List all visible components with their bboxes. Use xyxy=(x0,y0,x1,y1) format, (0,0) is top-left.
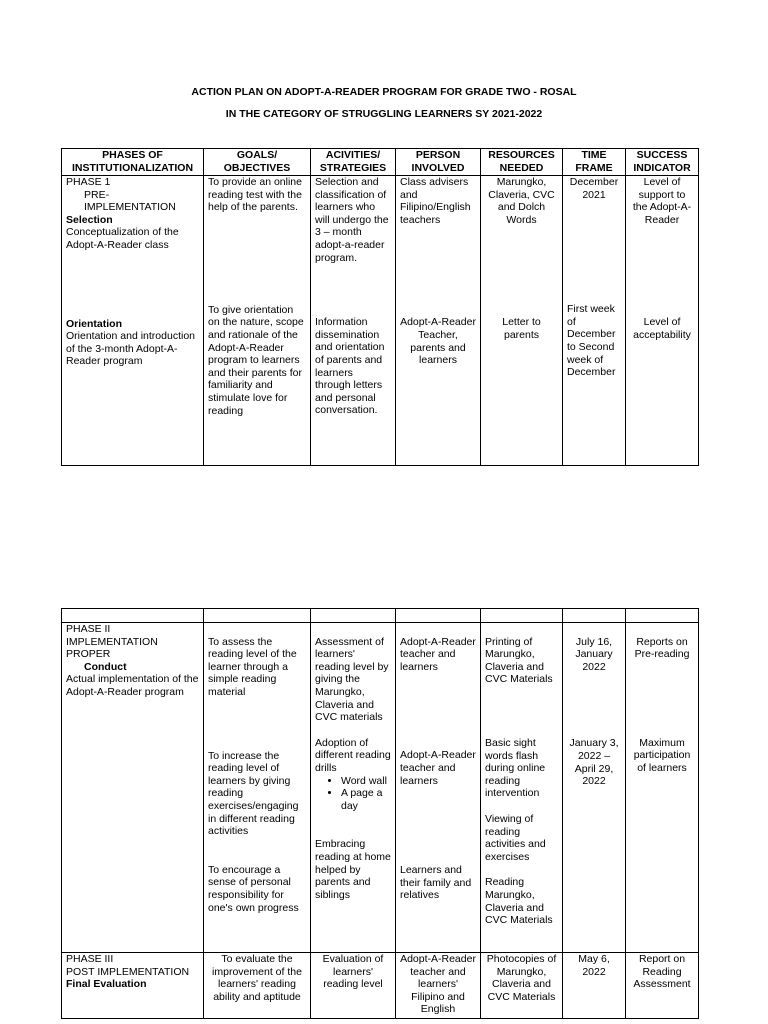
selection-title: Selection xyxy=(66,213,113,226)
orientation-title: Orientation xyxy=(66,317,123,330)
header-row xyxy=(62,149,699,176)
header-time: TIME FRAME xyxy=(563,149,626,176)
goal-1: To assess the reading level of the learner through a simple reading material xyxy=(208,635,297,698)
phase2-activities-cell xyxy=(311,623,396,953)
drill-list xyxy=(315,775,391,813)
header-phases: PHASES OF INSTITUTIONALIZATION xyxy=(62,149,204,176)
orientation-time: First week of December to Second week of December xyxy=(567,303,616,379)
phase3-label: PHASE III xyxy=(66,953,114,965)
person-2: Adopt-A-Reader teacher and learners xyxy=(400,749,476,787)
selection-goal: To provide an online reading test with the help of the parents. xyxy=(208,176,302,214)
phase1-success-cell xyxy=(626,176,699,466)
orientation-goal: To give orientation on the nature, scope and rationale of the Adopt-A-Reader program to learners and their parents for familiarity and stimulate love for reading xyxy=(208,303,304,417)
document-subtitle: IN THE CATEGORY OF STRUGGLING LEARNERS SY 2021-2022 xyxy=(225,108,543,120)
phase3-subtitle: Final Evaluation xyxy=(66,978,147,991)
table-row xyxy=(62,176,699,466)
phase2-desc: Actual implementation of the Adopt-A-Reader program xyxy=(66,673,199,698)
phase1-activities-cell xyxy=(311,176,396,466)
orientation-activity: Information dissemination and orientation of parents and learners through letters and personal conversation. xyxy=(315,316,385,417)
phase1-resources-cell xyxy=(481,176,563,466)
phase3-name: POST IMPLEMENTATION xyxy=(66,965,190,978)
phase2-cell xyxy=(62,623,204,953)
selection-desc: Conceptualization of the Adopt-A-Reader class xyxy=(66,226,179,251)
phase1-name: PRE-IMPLEMENTATION xyxy=(84,188,176,214)
success-1: Reports on Pre-reading xyxy=(634,635,690,661)
success-2: Maximum participation of learners xyxy=(633,736,691,774)
person-1: Adopt-A-Reader teacher and learners xyxy=(400,635,476,673)
selection-time: December 2021 xyxy=(569,176,619,201)
phase2-time-cell xyxy=(563,623,626,953)
phase1-goals-cell xyxy=(204,176,311,466)
action-plan-table-part1 xyxy=(61,148,699,466)
phase2-person-cell xyxy=(396,623,481,953)
activity-1: Assessment of learners' reading level by giving the Marungko, Claveria and CVC materials xyxy=(315,635,389,724)
phase3-cell xyxy=(62,953,204,1019)
phase1-person-cell xyxy=(396,176,481,466)
activity-2: Adoption of different reading drills xyxy=(315,736,391,774)
phase3-resources: Photocopies of Marungko, Claveria and CVC Materials xyxy=(481,953,563,1019)
drill-item-word-wall: • Word wall xyxy=(341,775,391,788)
drill-item-page-a-day: • A page a day xyxy=(341,787,391,812)
phase3-person: Adopt-A-Reader teacher and learners' Filipino and English xyxy=(396,953,481,1019)
header-goals: GOALS/ OBJECTIVES xyxy=(204,149,311,176)
table-row xyxy=(62,623,699,953)
phase2-success-cell xyxy=(626,623,699,953)
goal-3: To encourage a sense of personal responsibility for one's own progress xyxy=(208,863,299,914)
selection-resources: Marungko, Claveria, CVC and Dolch Words xyxy=(488,176,555,226)
time-1: July 16, January 2022 xyxy=(575,635,613,673)
phase2-subtitle: Conduct xyxy=(84,660,127,673)
header-person: PERSON INVOLVED xyxy=(396,149,481,176)
phase1-label: PHASE 1 xyxy=(66,176,111,188)
resources-2a: Basic sight words flash during online reading intervention xyxy=(485,736,546,800)
orientation-resources: Letter to parents xyxy=(502,316,541,341)
resources-3: Reading Marungko, Claveria and CVC Materials xyxy=(485,876,553,927)
person-3: Learners and their family and relatives xyxy=(400,864,472,902)
activity-3: Embracing reading at home helped by parents and siblings xyxy=(315,838,391,901)
phase2-name: IMPLEMENTATION PROPER xyxy=(66,635,158,661)
header-activities: ACIVITIES/ STRATEGIES xyxy=(311,149,396,176)
selection-activity: Selection and classification of learners who will undergo the 3 – month adopt-a-reader program. xyxy=(315,176,389,264)
phase3-activity: Evaluation of learners' reading level xyxy=(311,953,396,1019)
phase3-goal: To evaluate the improvement of the learners' reading ability and aptitude xyxy=(204,953,311,1019)
phase2-label: PHASE II xyxy=(66,623,111,635)
selection-person: Class advisers and Filipino/English teachers xyxy=(400,176,471,226)
phase1-cell xyxy=(62,176,204,466)
header-resources: RESOURCES NEEDED xyxy=(481,149,563,176)
resources-1: Printing of Marungko, Claveria and CVC Materials xyxy=(485,635,553,686)
selection-success: Level of support to the Adopt-A-Reader xyxy=(632,176,692,226)
phase2-goals-cell xyxy=(204,623,311,953)
table-row xyxy=(62,953,699,1019)
empty-header-row xyxy=(62,609,699,623)
phase1-time-cell xyxy=(563,176,626,466)
orientation-person: Adopt-A-Reader Teacher, parents and learners xyxy=(400,316,476,367)
goal-2: To increase the reading level of learners by giving reading exercises/engaging in different reading activities xyxy=(208,749,299,838)
orientation-success: Level of acceptability xyxy=(633,316,691,341)
orientation-desc: Orientation and introduction of the 3-month Adopt-A-Reader program xyxy=(66,330,195,368)
action-plan-table-part2 xyxy=(61,608,699,1019)
resources-2b: Viewing of reading activities and exercises xyxy=(485,812,546,863)
document-title: ACTION PLAN ON ADOPT-A-READER PROGRAM FOR GRADE TWO - ROSAL xyxy=(191,86,577,98)
header-success: SUCCESS INDICATOR xyxy=(626,149,699,176)
phase3-time: May 6, 2022 xyxy=(563,953,626,1019)
phase3-success: Report on Reading Assessment xyxy=(626,953,699,1019)
phase2-resources-cell xyxy=(481,623,563,953)
time-2: January 3, 2022 – April 29, 2022 xyxy=(569,737,619,788)
